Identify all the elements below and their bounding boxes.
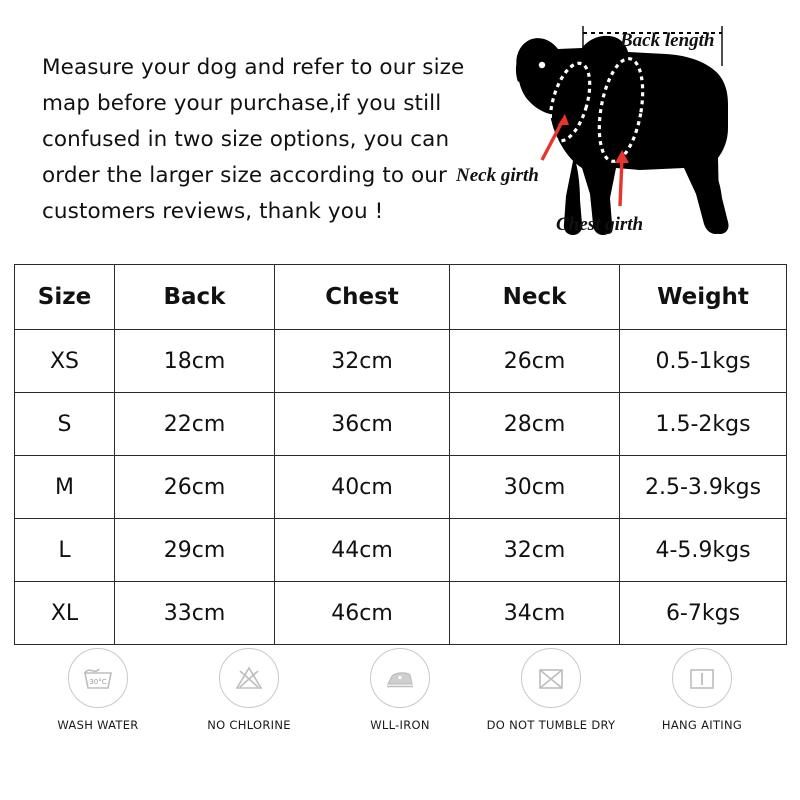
care-label-iron: WLL-IRON xyxy=(370,718,430,732)
cell-weight: 1.5-2kgs xyxy=(620,393,787,456)
cell-size: XL xyxy=(15,582,115,645)
table-row xyxy=(15,393,787,456)
cell-weight: 2.5-3.9kgs xyxy=(620,456,787,519)
care-label-hang-dry: HANG AITING xyxy=(661,718,743,732)
no-tumble-dry-icon xyxy=(521,648,581,708)
cell-neck: 32cm xyxy=(450,519,620,582)
cell-weight: 6-7kgs xyxy=(620,582,787,645)
care-label-no-chlorine: NO CHLORINE xyxy=(207,718,291,732)
label-neck-girth: Neck girth xyxy=(456,165,539,186)
cell-weight: 0.5-1kgs xyxy=(620,330,787,393)
care-item-no-chlorine xyxy=(179,648,319,732)
care-item-hang-dry xyxy=(632,648,772,732)
hang-dry-icon xyxy=(672,648,732,708)
size-chart-table xyxy=(14,264,787,645)
cell-back: 22cm xyxy=(115,393,275,456)
care-item-no-tumble-dry xyxy=(481,648,621,732)
table-header-row xyxy=(15,265,787,330)
cell-weight: 4-5.9kgs xyxy=(620,519,787,582)
table-header-back: Back xyxy=(115,265,275,330)
cell-chest: 36cm xyxy=(275,393,450,456)
cell-neck: 26cm xyxy=(450,330,620,393)
cell-back: 29cm xyxy=(115,519,275,582)
cell-chest: 32cm xyxy=(275,330,450,393)
label-chest-girth: Chest girth xyxy=(556,214,644,235)
wash-tub-icon xyxy=(68,648,128,708)
table-row xyxy=(15,456,787,519)
label-back-length: Back length xyxy=(620,30,715,51)
cell-neck: 34cm xyxy=(450,582,620,645)
iron-icon xyxy=(370,648,430,708)
cell-size: L xyxy=(15,519,115,582)
table-row xyxy=(15,330,787,393)
care-instructions-row xyxy=(14,648,786,732)
care-item-wash-water xyxy=(28,648,168,732)
care-item-iron xyxy=(330,648,470,732)
cell-size: M xyxy=(15,456,115,519)
table-header-weight: Weight xyxy=(620,265,787,330)
cell-neck: 28cm xyxy=(450,393,620,456)
cell-back: 26cm xyxy=(115,456,275,519)
table-header-neck: Neck xyxy=(450,265,620,330)
header-section xyxy=(0,0,800,252)
cell-back: 33cm xyxy=(115,582,275,645)
cell-chest: 44cm xyxy=(275,519,450,582)
intro-paragraph: Measure your dog and refer to our size map before your purchase,if you still confused in two size options, you can order the larger size according to our customers reviews, thank you ! xyxy=(42,55,465,224)
cell-back: 18cm xyxy=(115,330,275,393)
cell-neck: 30cm xyxy=(450,456,620,519)
cell-size: S xyxy=(15,393,115,456)
table-header-size: Size xyxy=(15,265,115,330)
cell-chest: 46cm xyxy=(275,582,450,645)
table-row xyxy=(15,519,787,582)
table-header-chest: Chest xyxy=(275,265,450,330)
table-row xyxy=(15,582,787,645)
no-chlorine-triangle-icon xyxy=(219,648,279,708)
wash-temperature-value: 30°C xyxy=(89,678,107,686)
care-label-wash-water: WASH WATER xyxy=(57,718,139,732)
cell-size: XS xyxy=(15,330,115,393)
cell-chest: 40cm xyxy=(275,456,450,519)
dog-measurement-diagram xyxy=(456,8,790,253)
care-label-no-tumble-dry: DO NOT TUMBLE DRY xyxy=(486,718,616,732)
